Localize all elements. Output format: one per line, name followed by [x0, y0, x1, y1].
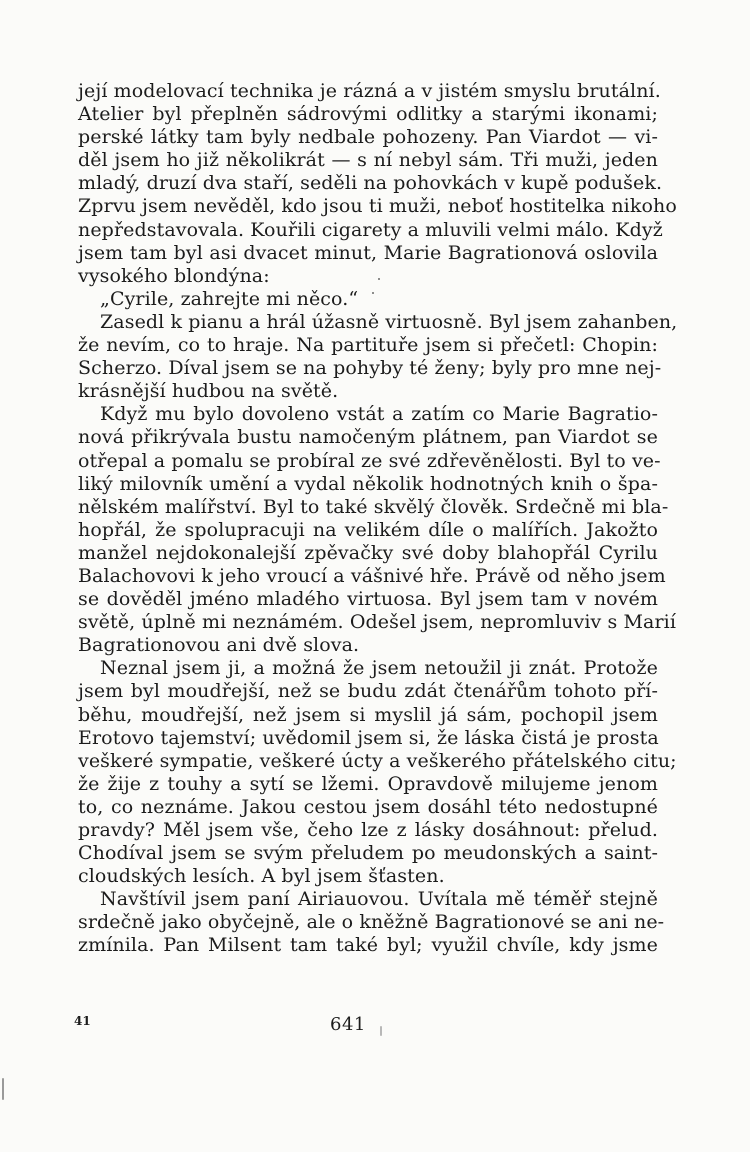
text-line: zmínila. Pan Milsent tam také byl; využil chvíle, kdy jsme	[78, 934, 658, 957]
paper-speck	[380, 1026, 382, 1036]
page-number: 641	[330, 1014, 366, 1035]
text-line: jsem tam byl asi dvacet minut, Marie Bagrationová oslovila	[78, 241, 658, 264]
text-line: Neznal jsem ji, a možná že jsem netoužil ji znát. Protože	[100, 657, 658, 680]
text-line: Zasedl k pianu a hrál úžasně virtuosně. Byl jsem zahanben,	[100, 310, 678, 333]
text-line: Navštívil jsem paní Airiauovou. Uvítala mě téměř stejně	[100, 888, 658, 911]
text-line: vysokého blondýna:	[78, 264, 270, 287]
text-line: nepředstavovala. Kouřili cigarety a mluvili velmi málo. Když	[78, 218, 663, 241]
text-line: cloudských lesích. A byl jsem šťasten.	[78, 865, 445, 888]
text-line: Balachovovi k jeho vroucí a vášnivé hře. Právě od něho jsem	[78, 564, 666, 587]
text-line: běhu, moudřejší, než jsem si myslil já sám, pochopil jsem	[78, 703, 658, 726]
text-line: Scherzo. Díval jsem se na pohyby té ženy; byly pro mne nej-	[78, 357, 662, 380]
text-line: mladý, druzí dva staří, seděli na pohovkách v kupě podušek.	[78, 172, 663, 195]
text-line: manžel nejdokonalejší zpěvačky své doby blahopřál Cyrilu	[78, 541, 658, 564]
signature-mark: 41	[74, 1014, 91, 1028]
paper-speck	[372, 292, 374, 294]
text-line: liký milovník umění a vydal několik hodnotných knih o špa-	[78, 472, 658, 495]
text-line: že nevím, co to hraje. Na partituře jsem si přečetl: Chopin:	[78, 334, 658, 357]
text-line: její modelovací technika je rázná a v jistém smyslu brutální.	[78, 80, 661, 102]
text-line: srdečně jako obyčejně, ale o kněžně Bagrationové se ani ne-	[78, 911, 665, 934]
text-line: otřepal a pomalu se probíral ze své zdřevěnělosti. Byl to ve-	[78, 449, 661, 472]
text-line: že žije z touhy a sytí se lžemi. Opravdově milujeme jenom	[78, 772, 658, 795]
text-line: nělském malířství. Byl to také skvělý člověk. Srdečně mi bla-	[78, 495, 669, 518]
text-line: Erotovo tajemství; uvědomil jsem si, že láska čistá je prosta	[78, 726, 659, 749]
text-line: jsem byl moudřejší, než se budu zdát čtenářům tohoto pří-	[78, 680, 658, 703]
text-line: nová přikrývala bustu namočeným plátnem, pan Viardot se	[78, 426, 658, 449]
text-line: Když mu bylo dovoleno vstát a zatím co Marie Bagratio-	[100, 403, 658, 426]
text-line: to, co neznáme. Jakou cestou jsem dosáhl této nedostupné	[78, 795, 658, 818]
text-line: Atelier byl přeplněn sádrovými odlitky a starými ikonami;	[78, 103, 658, 126]
text-line: krásnější hudbou na světě.	[78, 380, 339, 403]
text-line: děl jsem ho již několikrát — s ní nebyl sám. Tři muži, jeden	[78, 149, 658, 172]
text-line: Chodíval jsem se svým přeludem po meudonských a saint-	[78, 842, 658, 865]
text-line: „Cyrile, zahrejte mi něco.“	[100, 287, 359, 310]
text-line: Bagrationovou ani dvě slova.	[78, 634, 360, 657]
text-line: Zprvu jsem nevěděl, kdo jsou ti muži, neboť hostitelka nikoho	[78, 195, 677, 218]
paper-speck	[378, 278, 380, 280]
text-line: světě, úplně mi neznámém. Odešel jsem, nepromluviv s Marií	[78, 611, 676, 634]
text-line: perské látky tam byly nedbale pohozeny. Pan Viardot — vi-	[78, 126, 658, 149]
text-line: veškeré sympatie, veškeré úcty a veškerého přátelského citu;	[78, 749, 677, 772]
paper-speck	[2, 1078, 4, 1100]
body-text	[78, 80, 678, 958]
text-line: pravdy? Měl jsem vše, čeho lze z lásky dosáhnout: přelud.	[78, 819, 658, 841]
text-line: hopřál, že spolupracuji na velikém díle o malířích. Jakožto	[78, 518, 658, 541]
text-line: se dověděl jméno mladého virtuosa. Byl jsem tam v novém	[78, 588, 658, 611]
